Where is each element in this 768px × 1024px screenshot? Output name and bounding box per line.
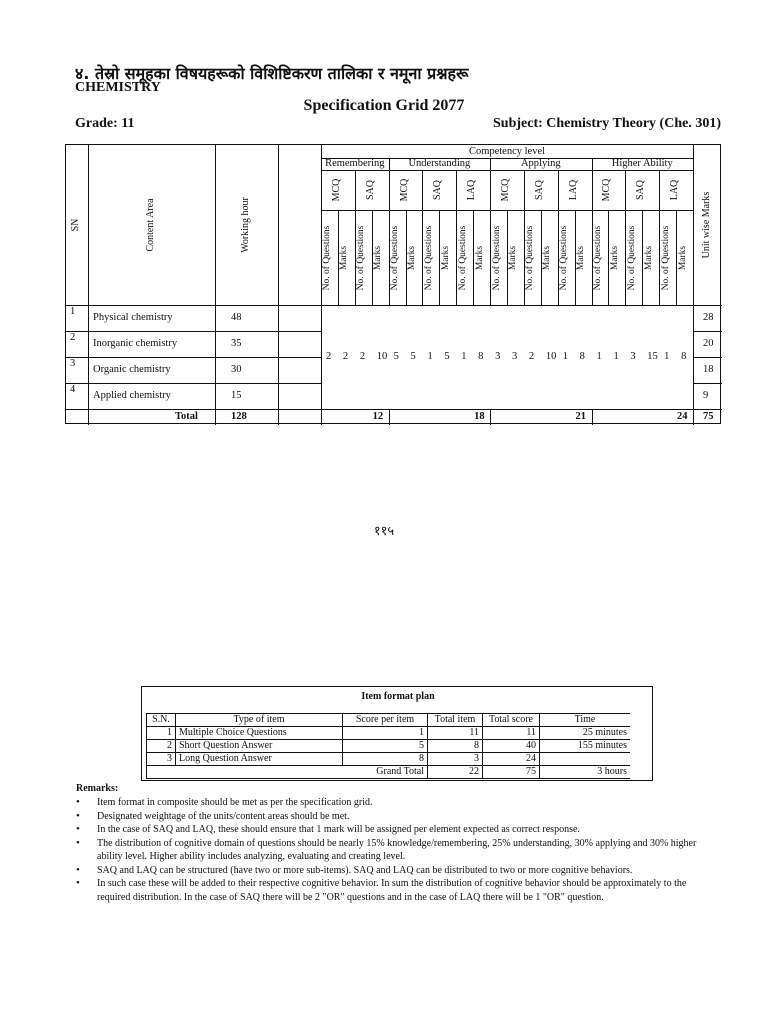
grid-line bbox=[321, 170, 693, 171]
no-of-questions-header: No. of Questions bbox=[390, 225, 401, 290]
total-working-hour: 128 bbox=[231, 411, 247, 422]
row-working-hour: 48 bbox=[231, 312, 242, 323]
row-sn: 2 bbox=[147, 740, 176, 753]
remark-item: • Designated weightage of the units/content areas should be met. bbox=[76, 810, 716, 824]
cell-value: 8 bbox=[579, 351, 585, 362]
row-total: 24 bbox=[483, 753, 540, 766]
level-total: 24 bbox=[677, 411, 688, 422]
row-unit-marks: 18 bbox=[703, 364, 714, 375]
row-score: 8 bbox=[343, 753, 428, 766]
grid-line bbox=[66, 331, 321, 332]
table-row bbox=[147, 740, 631, 753]
grid-line bbox=[66, 383, 321, 384]
cell-value: 3 bbox=[512, 351, 518, 362]
level-total: 18 bbox=[474, 411, 485, 422]
page-number: ११५ bbox=[373, 524, 395, 539]
cell-value: 10 bbox=[376, 351, 388, 362]
table-row bbox=[147, 753, 631, 766]
cell-value: 1 bbox=[427, 351, 433, 362]
page-title: Specification Grid 2077 bbox=[303, 97, 465, 114]
cell-value: 15 bbox=[647, 351, 658, 362]
cell-value: 1 bbox=[461, 351, 467, 362]
cell-value: 3 bbox=[630, 351, 636, 362]
row-type: Short Question Answer bbox=[176, 740, 343, 753]
grand-total-score: 75 bbox=[483, 766, 540, 779]
specification-grid-table bbox=[65, 144, 721, 424]
grand-total-time: 3 hours bbox=[540, 766, 631, 779]
remark-item: • In such case these will be added to their respective cognitive behavior. In sum the distribution of cognitive behavior should be approximately to the required distribution. In the case of SAQ there will be 2 "OR" questions and in the case of LAQ there will be 1 "OR" question. bbox=[76, 877, 716, 904]
grand-total-items: 22 bbox=[428, 766, 483, 779]
item-type-header: LAQ bbox=[669, 179, 681, 201]
no-of-questions-header: No. of Questions bbox=[525, 225, 536, 290]
row-working-hour: 15 bbox=[231, 390, 242, 401]
row-unit-marks: 9 bbox=[703, 390, 709, 401]
marks-header: Marks bbox=[508, 245, 519, 270]
row-time bbox=[540, 753, 631, 766]
marks-header: Marks bbox=[373, 245, 384, 270]
item-format-grid bbox=[146, 713, 630, 779]
no-of-questions-header: No. of Questions bbox=[423, 225, 434, 290]
marks-header: Marks bbox=[407, 245, 417, 270]
header-time: Time bbox=[540, 714, 631, 727]
marks-header: Marks bbox=[677, 245, 688, 270]
item-type-header: LAQ bbox=[466, 179, 478, 201]
no-of-questions-header: No. of Questions bbox=[660, 225, 671, 290]
item-type-header: SAQ bbox=[364, 180, 376, 201]
row-unit-marks: 20 bbox=[703, 338, 714, 349]
row-items: 11 bbox=[428, 727, 483, 740]
no-of-questions-header: No. of Questions bbox=[593, 225, 603, 290]
row-items: 8 bbox=[428, 740, 483, 753]
row-type: Multiple Choice Questions bbox=[176, 727, 343, 740]
header-total-score: Total score bbox=[483, 714, 540, 727]
header-score: Score per item bbox=[343, 714, 428, 727]
row-unit-marks: 28 bbox=[703, 312, 714, 323]
row-sn: 2 bbox=[70, 332, 76, 343]
competency-level-label: Competency level bbox=[468, 146, 546, 157]
grid-line bbox=[66, 357, 321, 358]
item-type-header: SAQ bbox=[635, 180, 647, 201]
no-of-questions-header: No. of Questions bbox=[356, 225, 367, 290]
no-of-questions-header: No. of Questions bbox=[457, 225, 468, 290]
row-content-area: Organic chemistry bbox=[93, 364, 171, 375]
row-type: Long Question Answer bbox=[176, 753, 343, 766]
working-hour-header: Working hour bbox=[239, 197, 251, 253]
row-total: 11 bbox=[483, 727, 540, 740]
cell-value: 8 bbox=[681, 351, 687, 362]
item-type-header: MCQ bbox=[398, 178, 410, 202]
level-header: Applying bbox=[520, 158, 561, 169]
cell-value: 5 bbox=[444, 351, 450, 362]
row-sn: 1 bbox=[70, 306, 76, 317]
row-sn: 3 bbox=[70, 358, 76, 369]
unit-wise-marks-header: Unit wise Marks bbox=[700, 191, 712, 259]
row-sn: 4 bbox=[70, 384, 76, 395]
row-time: 155 minutes bbox=[540, 740, 631, 753]
grand-total: 75 bbox=[703, 411, 714, 422]
cell-value: 1 bbox=[664, 351, 670, 362]
item-type-header: LAQ bbox=[567, 179, 579, 201]
cell-value: 1 bbox=[562, 351, 568, 362]
item-format-title: Item format plan bbox=[361, 691, 435, 702]
item-format-plan-table bbox=[141, 686, 653, 781]
cell-value: 10 bbox=[545, 351, 557, 362]
content-area-header: Content Area bbox=[144, 198, 156, 252]
remark-item: • In the case of SAQ and LAQ, these should ensure that 1 mark will be assigned per element expected as correct response. bbox=[76, 823, 716, 837]
marks-header: Marks bbox=[474, 245, 485, 270]
cell-value: 2 bbox=[528, 351, 535, 362]
row-working-hour: 30 bbox=[231, 364, 242, 375]
row-score: 1 bbox=[343, 727, 428, 740]
item-type-header: SAQ bbox=[533, 180, 545, 201]
marks-header: Marks bbox=[643, 245, 654, 270]
row-content-area: Physical chemistry bbox=[93, 312, 173, 323]
table-row bbox=[147, 727, 631, 740]
item-type-header: MCQ bbox=[601, 178, 613, 202]
row-working-hour: 35 bbox=[231, 338, 242, 349]
no-of-questions-header: No. of Questions bbox=[626, 225, 637, 290]
cell-value: 2 bbox=[342, 351, 349, 362]
remark-item: • SAQ and LAQ can be structured (have two or more sub-items). SAQ and LAQ can be distributed to two or more cognitive behaviors. bbox=[76, 864, 716, 878]
grand-total-label: Grand Total bbox=[147, 766, 428, 779]
grid-line bbox=[693, 383, 722, 384]
marks-header: Marks bbox=[440, 245, 451, 270]
grid-line bbox=[693, 331, 722, 332]
grid-line bbox=[490, 409, 491, 425]
row-score: 5 bbox=[343, 740, 428, 753]
no-of-questions-header: No. of Questions bbox=[491, 225, 502, 290]
subject-group-heading: CHEMISTRY bbox=[75, 80, 161, 95]
grade-label: Grade: 11 bbox=[75, 116, 135, 131]
marks-header: Marks bbox=[576, 245, 587, 270]
cell-value: 1 bbox=[596, 351, 602, 362]
total-label: Total bbox=[175, 411, 198, 422]
cell-value: 1 bbox=[613, 351, 619, 362]
cell-value: 8 bbox=[478, 351, 484, 362]
marks-header: Marks bbox=[542, 245, 553, 270]
row-total: 40 bbox=[483, 740, 540, 753]
cell-value: 5 bbox=[393, 351, 399, 362]
grid-line bbox=[66, 409, 722, 410]
header-total-item: Total item bbox=[428, 714, 483, 727]
level-total: 21 bbox=[575, 411, 587, 422]
cell-value: 3 bbox=[495, 351, 501, 362]
grid-line bbox=[66, 305, 722, 306]
remark-item: • Item format in composite should be met as per the specification grid. bbox=[76, 796, 716, 810]
item-type-header: MCQ bbox=[500, 178, 511, 202]
level-header: Remembering bbox=[325, 158, 385, 169]
row-content-area: Applied chemistry bbox=[93, 390, 171, 401]
sn-header: SN bbox=[70, 218, 81, 232]
cell-value: 5 bbox=[410, 351, 416, 362]
grand-total-row bbox=[147, 766, 631, 779]
no-of-questions-header: No. of Questions bbox=[559, 225, 570, 290]
nepali-section-title: ४. तेस्रो समूहका विषयहरूको विशिष्टिकरण तालिका र नमूना प्रश्नहरू bbox=[75, 64, 469, 83]
remarks-list bbox=[76, 796, 716, 904]
row-sn: 1 bbox=[147, 727, 176, 740]
item-type-header: MCQ bbox=[330, 178, 342, 202]
cell-value: 2 bbox=[326, 351, 332, 362]
header-sn: S.N. bbox=[147, 714, 176, 727]
item-format-header-row bbox=[147, 714, 631, 727]
grid-line bbox=[592, 409, 593, 425]
header-type: Type of item bbox=[176, 714, 343, 727]
row-items: 3 bbox=[428, 753, 483, 766]
no-of-questions-header: No. of Questions bbox=[322, 225, 333, 290]
row-time: 25 minutes bbox=[540, 727, 631, 740]
remarks-heading: Remarks: bbox=[76, 783, 119, 794]
marks-header: Marks bbox=[339, 245, 350, 270]
item-type-header: SAQ bbox=[432, 180, 444, 201]
row-content-area: Inorganic chemistry bbox=[93, 338, 178, 349]
level-header: Understanding bbox=[408, 158, 471, 169]
marks-header: Marks bbox=[609, 245, 620, 270]
grid-line bbox=[693, 357, 722, 358]
grid-line bbox=[490, 158, 491, 305]
grid-line bbox=[389, 409, 390, 425]
row-sn: 3 bbox=[147, 753, 176, 766]
subject-label: Subject: Chemistry Theory (Che. 301) bbox=[493, 116, 721, 131]
level-header: Higher Ability bbox=[611, 158, 673, 169]
level-total: 12 bbox=[372, 411, 384, 422]
remark-item: • The distribution of cognitive domain of questions should be nearly 15% knowledge/remembering, 25% understanding, 30% applying and 30% higher ability level. Higher ability includes analyzing, evaluating and creating level. bbox=[76, 837, 716, 864]
grid-line bbox=[676, 210, 677, 305]
cell-value: 2 bbox=[359, 351, 366, 362]
